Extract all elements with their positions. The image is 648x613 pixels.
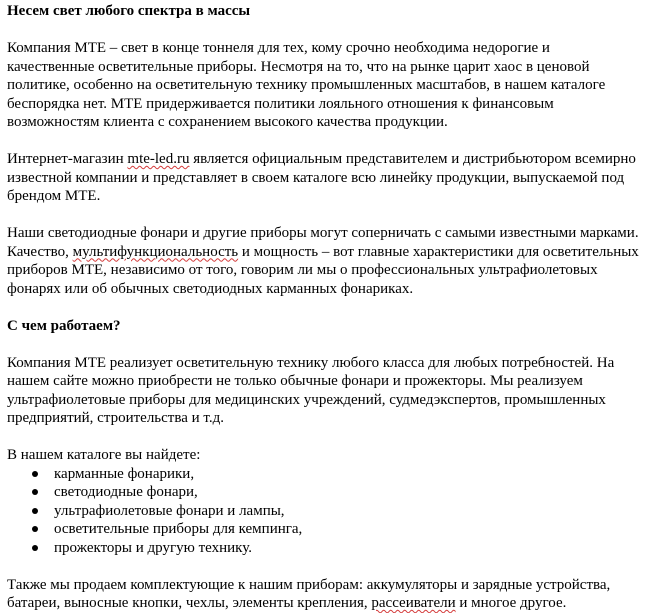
spellcheck-marked-word: мультифункциональность bbox=[72, 243, 239, 260]
list-item-label: ультрафиолетовые фонари и лампы, bbox=[54, 502, 285, 519]
text-segment: Качество, bbox=[7, 243, 73, 260]
paragraph-company-intro bbox=[7, 39, 645, 132]
text-line: фонарях или об обычных светодиодных карманных фонариках. bbox=[7, 280, 414, 297]
text-line bbox=[7, 150, 645, 169]
text-line: беспорядка нет. МТЕ придерживается политики лояльного отношения к финансовым bbox=[7, 95, 554, 112]
spacer bbox=[7, 206, 645, 225]
text-line: известной компании и представляет в своем каталоге всю линейку продукции, выпускаемой под bbox=[7, 169, 625, 186]
spacer bbox=[7, 298, 645, 317]
text-line: приборов МТЕ, независимо от того, говорим ли мы о профессиональных ультрафиолетовых bbox=[7, 262, 598, 278]
heading-what-we-do: С чем работаем? bbox=[7, 317, 121, 334]
bullet-icon bbox=[32, 508, 38, 514]
bullet-icon bbox=[32, 545, 38, 551]
text-segment: Интернет-магазин bbox=[7, 151, 128, 167]
text-line: Компания МТЕ – свет в конце тоннеля для тех, кому срочно необходима недорогие и bbox=[7, 40, 550, 56]
list-item bbox=[7, 502, 645, 521]
list-item-label: осветительные приборы для кемпинга, bbox=[54, 521, 303, 537]
text-segment: и многое другое. bbox=[455, 595, 567, 611]
text-segment: батареи, выносные кнопки, чехлы, элементы крепления, bbox=[7, 595, 372, 611]
list-intro: В нашем каталоге вы найдете: bbox=[7, 447, 201, 463]
spacer bbox=[7, 428, 645, 447]
heading-bring-light: Несем свет любого спектра в массы bbox=[7, 3, 251, 19]
text-line bbox=[7, 243, 645, 262]
paragraph-accessories bbox=[7, 576, 645, 613]
document-body bbox=[7, 2, 645, 613]
text-segment: является официальным представителем и дистрибьютором всемирно bbox=[189, 151, 636, 167]
paragraph-online-store bbox=[7, 150, 645, 206]
spacer bbox=[7, 21, 645, 40]
text-line: нашем сайте можно приобрести не только обычные фонари и прожекторы. Мы реализуем bbox=[7, 373, 583, 389]
spacer bbox=[7, 132, 645, 151]
catalog-list bbox=[7, 465, 645, 558]
text-line: Наши светодиодные фонари и другие приборы могут соперничать с самыми известными марками. bbox=[7, 225, 639, 241]
list-item-label: карманные фонарики, bbox=[54, 465, 195, 482]
list-item-label: прожекторы и другую технику. bbox=[54, 539, 252, 556]
spellcheck-marked-word: рассеиватели bbox=[371, 595, 456, 611]
text-line: качественные осветительные приборы. Несмотря на то, что на рынке царит хаос в ценовой bbox=[7, 58, 590, 75]
text-line: ультрафиолетовые приборы для медицинских учреждений, судмедэкспертов, промышленных bbox=[7, 391, 606, 408]
site-link[interactable]: mte-led.ru bbox=[127, 151, 190, 167]
text-line: брендом МТЕ. bbox=[7, 188, 101, 204]
list-item bbox=[7, 539, 645, 558]
paragraph-product-range bbox=[7, 354, 645, 428]
text-line: возможностям клиента с сохранением высокого качества продукции. bbox=[7, 114, 448, 130]
paragraph-quality bbox=[7, 224, 645, 298]
spacer bbox=[7, 557, 645, 576]
list-item bbox=[7, 520, 645, 539]
list-item-label: светодиодные фонари, bbox=[54, 484, 198, 500]
bullet-icon bbox=[32, 526, 38, 532]
text-line: предприятий, строительства и т.д. bbox=[7, 410, 224, 426]
bullet-icon bbox=[32, 489, 38, 495]
text-line: Также мы продаем комплектующие к нашим приборам: аккумуляторы и зарядные устройства, bbox=[7, 576, 611, 593]
list-item bbox=[7, 483, 645, 502]
list-item bbox=[7, 465, 645, 484]
bullet-icon bbox=[32, 471, 38, 477]
text-line: политике, особенно на осветительную технику промышленных масштабов, в нашем каталоге bbox=[7, 77, 606, 93]
text-line bbox=[7, 594, 645, 613]
text-segment: и мощность – вот главные характеристики для осветительных bbox=[238, 243, 639, 260]
spacer bbox=[7, 335, 645, 354]
text-line: Компания МТЕ реализует осветительную технику любого класса для любых потребностей. На bbox=[7, 354, 615, 371]
